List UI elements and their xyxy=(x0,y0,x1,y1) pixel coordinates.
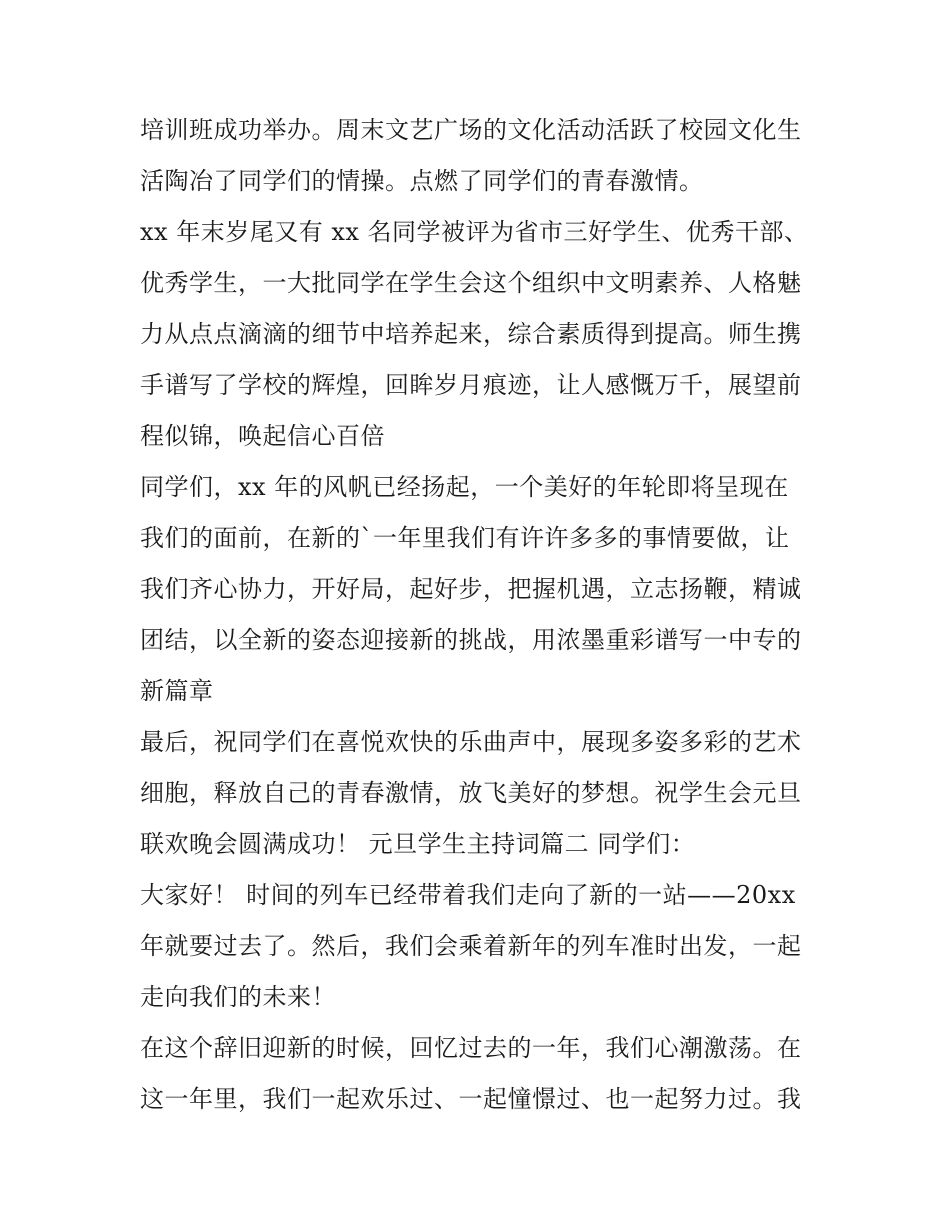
text-line: 联欢晚会圆满成功！ 元旦学生主持词篇二 同学们： xyxy=(140,830,696,858)
text-line: 细胞，释放自己的青春激情，放飞美好的梦想。祝学生会元旦 xyxy=(140,779,802,807)
text-line: 年就要过去了。然后，我们会乘着新年的列车准时出发，一起 xyxy=(140,932,802,960)
text-line: 新篇章 xyxy=(140,677,214,705)
text-line: 这一年里，我们一起欢乐过、一起憧憬过、也一起努力过。我 xyxy=(140,1085,802,1113)
text-line: 优秀学生，一大批同学在学生会这个组织中文明素养、人格魅 xyxy=(140,269,802,297)
text-line: xx 年末岁尾又有 xx 名同学被评为省市三好学生、优秀干部、 xyxy=(140,218,809,246)
text-line: 在这个辞旧迎新的时候，回忆过去的一年，我们心潮激荡。在 xyxy=(140,1034,802,1062)
text-line: 程似锦，唤起信心百倍 xyxy=(140,422,385,450)
text-line: 我们的面前，在新的`一年里我们有许许多多的事情要做，让 xyxy=(140,524,790,552)
text-line: 手谱写了学校的辉煌，回眸岁月痕迹，让人感慨万千，展望前 xyxy=(140,371,802,399)
text-line: 团结，以全新的姿态迎接新的挑战，用浓墨重彩谱写一中专的 xyxy=(140,626,802,654)
document-body xyxy=(140,105,820,1125)
text-line: 活陶冶了同学们的情操。点燃了同学们的青春激情。 xyxy=(140,167,704,195)
text-line: 培训班成功举办。周末文艺广场的文化活动活跃了校园文化生 xyxy=(140,116,802,144)
text-line: 力从点点滴滴的细节中培养起来，综合素质得到提高。师生携 xyxy=(140,320,802,348)
text-line: 同学们，xx 年的风帆已经扬起，一个美好的年轮即将呈现在 xyxy=(140,473,789,501)
text-line: 最后，祝同学们在喜悦欢快的乐曲声中，展现多姿多彩的艺术 xyxy=(140,728,802,756)
text-line: 大家好！ 时间的列车已经带着我们走向了新的一站——20xx xyxy=(140,881,796,909)
text-line: 走向我们的未来！ xyxy=(140,983,336,1011)
text-line: 我们齐心协力，开好局，起好步，把握机遇，立志扬鞭，精诚 xyxy=(140,575,802,603)
